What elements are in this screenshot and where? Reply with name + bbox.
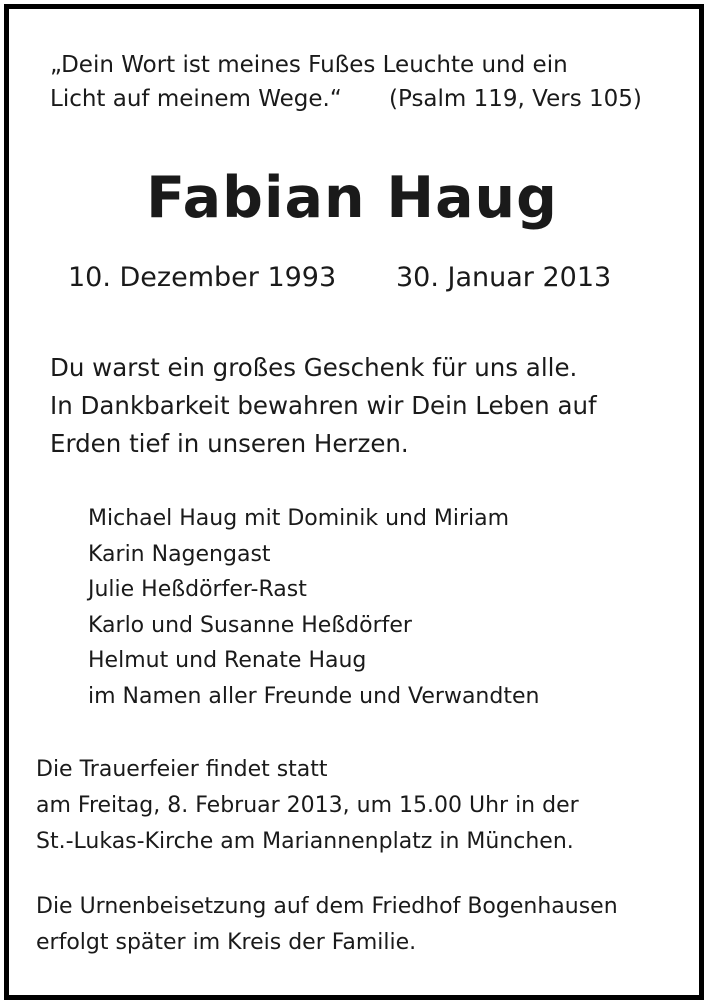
mourner-entry: Helmut und Renate Haug [88, 648, 367, 673]
mourner-entry: Karlo und Susanne Heßdörfer [88, 612, 412, 638]
deceased-name: Fabian Haug [146, 165, 558, 231]
ceremony-line: Die Trauerfeier findet statt [36, 757, 328, 782]
mourner-entry: Julie Heßdörfer-Rast [88, 577, 307, 602]
ceremony-line: am Freitag, 8. Februar 2013, um 15.00 Uhr in der [36, 793, 579, 818]
mourners-list [88, 501, 539, 714]
message-line: In Dankbarkeit bewahren wir Dein Leben auf [50, 391, 597, 420]
funeral-service-info [36, 752, 579, 860]
burial-info [36, 889, 618, 961]
message-line: Du warst ein großes Geschenk für uns alle. [50, 353, 578, 382]
message-line: Erden tief in unseren Herzen. [50, 429, 409, 458]
memorial-message [50, 349, 597, 463]
death-date: 30. Januar 2013 [396, 262, 612, 293]
mourner-entry: Karin Nagengast [88, 541, 271, 567]
verse-line-1: „Dein Wort ist meines Fußes Leuchte und ein [50, 52, 568, 78]
verse-reference: (Psalm 119, Vers 105) [389, 86, 642, 112]
mourner-entry: im Namen aller Freunde und Verwandten [88, 683, 540, 709]
burial-line: Die Urnenbeisetzung auf dem Friedhof Bogenhausen [36, 894, 618, 919]
ceremony-line: St.-Lukas-Kirche am Mariannenplatz in München. [36, 829, 574, 854]
birth-date: 10. Dezember 1993 [68, 262, 337, 293]
bible-verse [50, 48, 642, 116]
burial-line: erfolgt später im Kreis der Familie. [36, 930, 417, 955]
mourner-entry: Michael Haug mit Dominik und Miriam [88, 506, 510, 531]
verse-line-2: Licht auf meinem Wege.“ [50, 86, 342, 112]
